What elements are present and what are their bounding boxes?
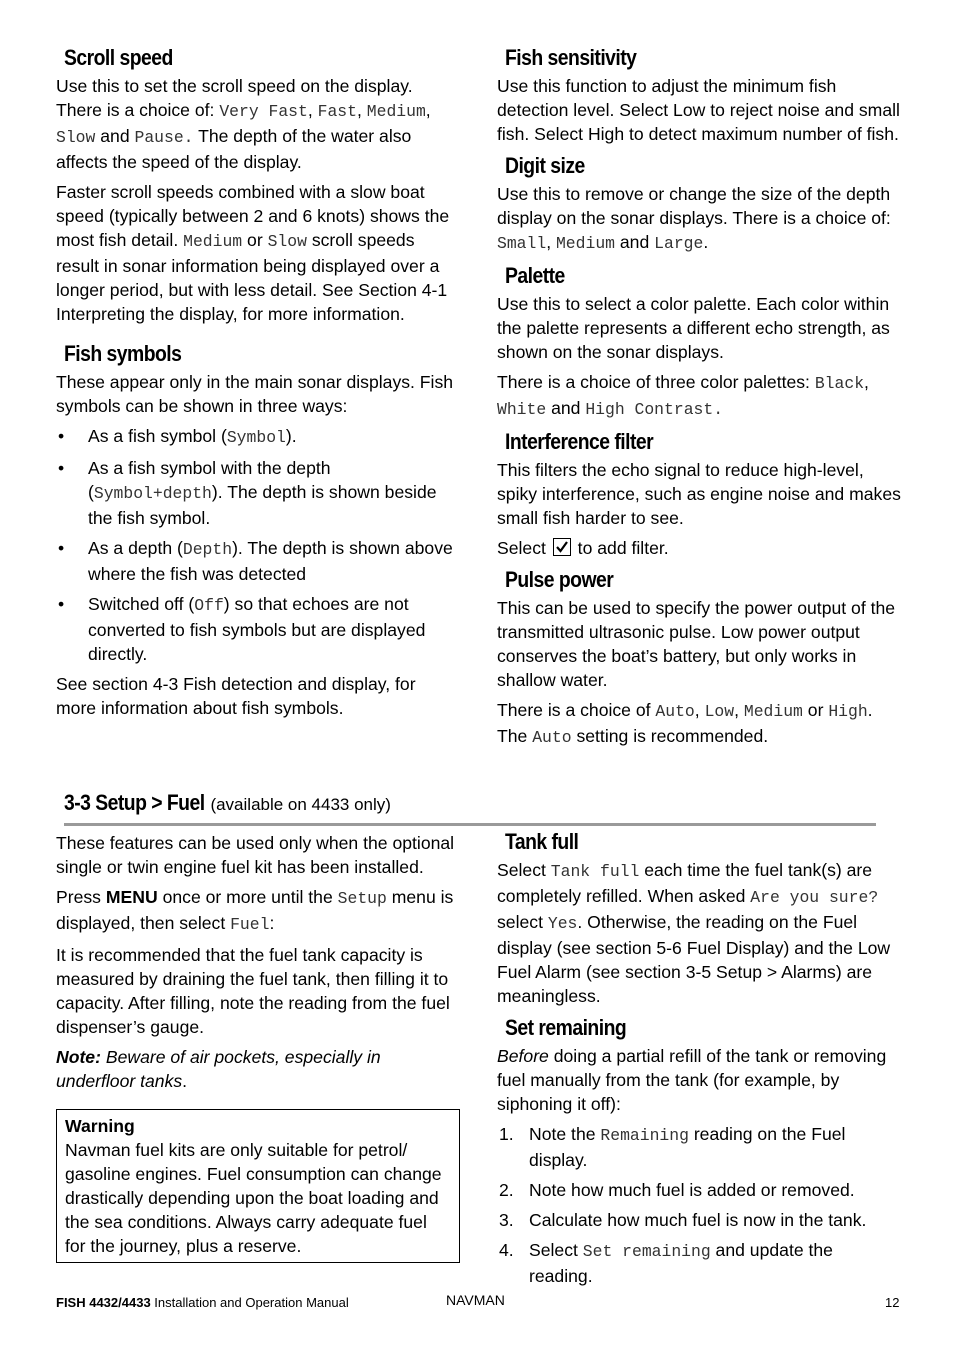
list-item: • As a fish symbol with the depth (Symbol+depth). The depth is shown beside the fish symbol. xyxy=(58,458,437,528)
list-item: 4. Select Set remaining and update the reading. xyxy=(499,1240,833,1286)
fuel-recommendation: It is recommended that the fuel tank capacity is measured by draining the fuel tank, then filling it to capacity. After filling, note the reading from the fuel dispenser’s gauge. xyxy=(56,945,450,1037)
fish-sensitivity-heading: Fish sensitivity xyxy=(505,45,637,70)
footer-manual-title: FISH 4432/4433 Installation and Operation Manual xyxy=(56,1295,349,1310)
palette-heading: Palette xyxy=(505,263,565,288)
left-column-bottom xyxy=(56,831,460,1263)
fish-symbols-list xyxy=(56,424,460,666)
interference-text-1: This filters the echo signal to reduce high-level, spiky interference, such as engine noise and makes small fish harder to see. xyxy=(497,460,901,528)
list-item: 1. Note the Remaining reading on the Fuel display. xyxy=(499,1124,846,1170)
pulse-power-heading: Pulse power xyxy=(505,567,614,592)
list-item: • Switched off (Off) so that echoes are not converted to fish symbols but are displayed directly. xyxy=(58,594,426,664)
set-remaining-intro: Before doing a partial refill of the tank or removing fuel manually from the tank (for example, by siphoning it off): xyxy=(497,1046,887,1114)
left-column-top xyxy=(56,44,460,726)
scroll-speed-paragraph-1: Use this to set the scroll speed on the display. There is a choice of: Very Fast, Fast, Medium, Slow and Pause. The depth of the water also affects the speed of the display. xyxy=(56,76,431,172)
warning-title: Warning xyxy=(65,1116,135,1136)
list-item: • As a depth (Depth). The depth is shown above where the fish was detected xyxy=(58,538,453,584)
pulse-power-text-1: This can be used to specify the power output of the transmitted ultrasonic pulse. Low power output conserves the boat’s battery, but only works in shallow water. xyxy=(497,598,896,690)
interference-filter-heading: Interference filter xyxy=(505,429,654,454)
footer-brand: NAVMAN xyxy=(446,1292,505,1308)
right-column-bottom xyxy=(497,828,901,1294)
set-remaining-heading: Set remaining xyxy=(505,1015,627,1040)
digit-size-text: Use this to remove or change the size of the depth display on the sonar displays. There is a choice of: Small, Medium and Large. xyxy=(497,184,891,253)
tank-full-text: Select Tank full each time the fuel tank(s) are completely refilled. When asked Are you sure? select Yes. Otherwise, the reading on the Fuel display (see section 5-6 Fuel Display) and the Low Fuel Alarm (see section 3-5 Setup > Alarms) are meaningless. xyxy=(497,860,891,1006)
fish-sensitivity-text: Use this function to adjust the minimum fish detection level. Select Low to reject noise and small fish. Select High to detect maximum number of fish. xyxy=(497,76,900,144)
fuel-section-subtitle: (available on 4433 only) xyxy=(205,795,391,814)
fuel-menu-instruction: Press MENU once or more until the Setup menu is displayed, then select Fuel: xyxy=(56,887,454,934)
digit-size-heading: Digit size xyxy=(505,153,585,178)
page-number: 12 xyxy=(885,1295,900,1310)
list-item: 2. Note how much fuel is added or removed. xyxy=(499,1180,855,1200)
pulse-power-text-2: There is a choice of Auto, Low, Medium or High. The Auto setting is recommended. xyxy=(497,700,873,747)
list-item: 3. Calculate how much fuel is now in the tank. xyxy=(499,1210,867,1230)
fish-symbols-heading: Fish symbols xyxy=(64,341,182,366)
scroll-speed-heading: Scroll speed xyxy=(64,45,173,70)
warning-box xyxy=(56,1109,460,1263)
fuel-intro: These features can be used only when the optional single or twin engine fuel kit has been installed. xyxy=(56,833,455,877)
fish-symbols-intro: These appear only in the main sonar displays. Fish symbols can be shown in three ways: xyxy=(56,372,454,416)
interference-text-2: Select to add filter. xyxy=(497,538,669,558)
fuel-section-heading xyxy=(64,790,876,826)
palette-text-1: Use this to select a color palette. Each color within the palette represents a different echo strength, as shown on the sonar displays. xyxy=(497,294,890,362)
fish-symbols-outro: See section 4-3 Fish detection and display, for more information about fish symbols. xyxy=(56,674,416,718)
tank-full-heading: Tank full xyxy=(505,829,579,854)
right-column-top xyxy=(497,44,901,756)
set-remaining-steps xyxy=(497,1122,901,1288)
fuel-note: Note: Beware of air pockets, especially in underfloor tanks. xyxy=(56,1047,381,1091)
palette-text-2: There is a choice of three color palettes: Black, White and High Contrast. xyxy=(497,372,869,419)
scroll-speed-paragraph-2: Faster scroll speeds combined with a slow boat speed (typically between 2 and 6 knots) shows the most fish detail. Medium or Slow scroll speeds result in sonar information being displayed over a longer period, but with less detail. See Section 4-1 Interpreting the display, for more information. xyxy=(56,182,450,324)
list-item: • As a fish symbol (Symbol). xyxy=(58,426,297,447)
fuel-section-title: 3-3 Setup > Fuel xyxy=(64,790,205,815)
warning-text: Navman fuel kits are only suitable for petrol/ gasoline engines. Fuel consumption can change drastically depending upon the boat loading and the sea conditions. Always carry adequate fuel for the journey, plus a reserve. xyxy=(65,1140,442,1256)
checkbox-checked-icon xyxy=(553,538,571,556)
